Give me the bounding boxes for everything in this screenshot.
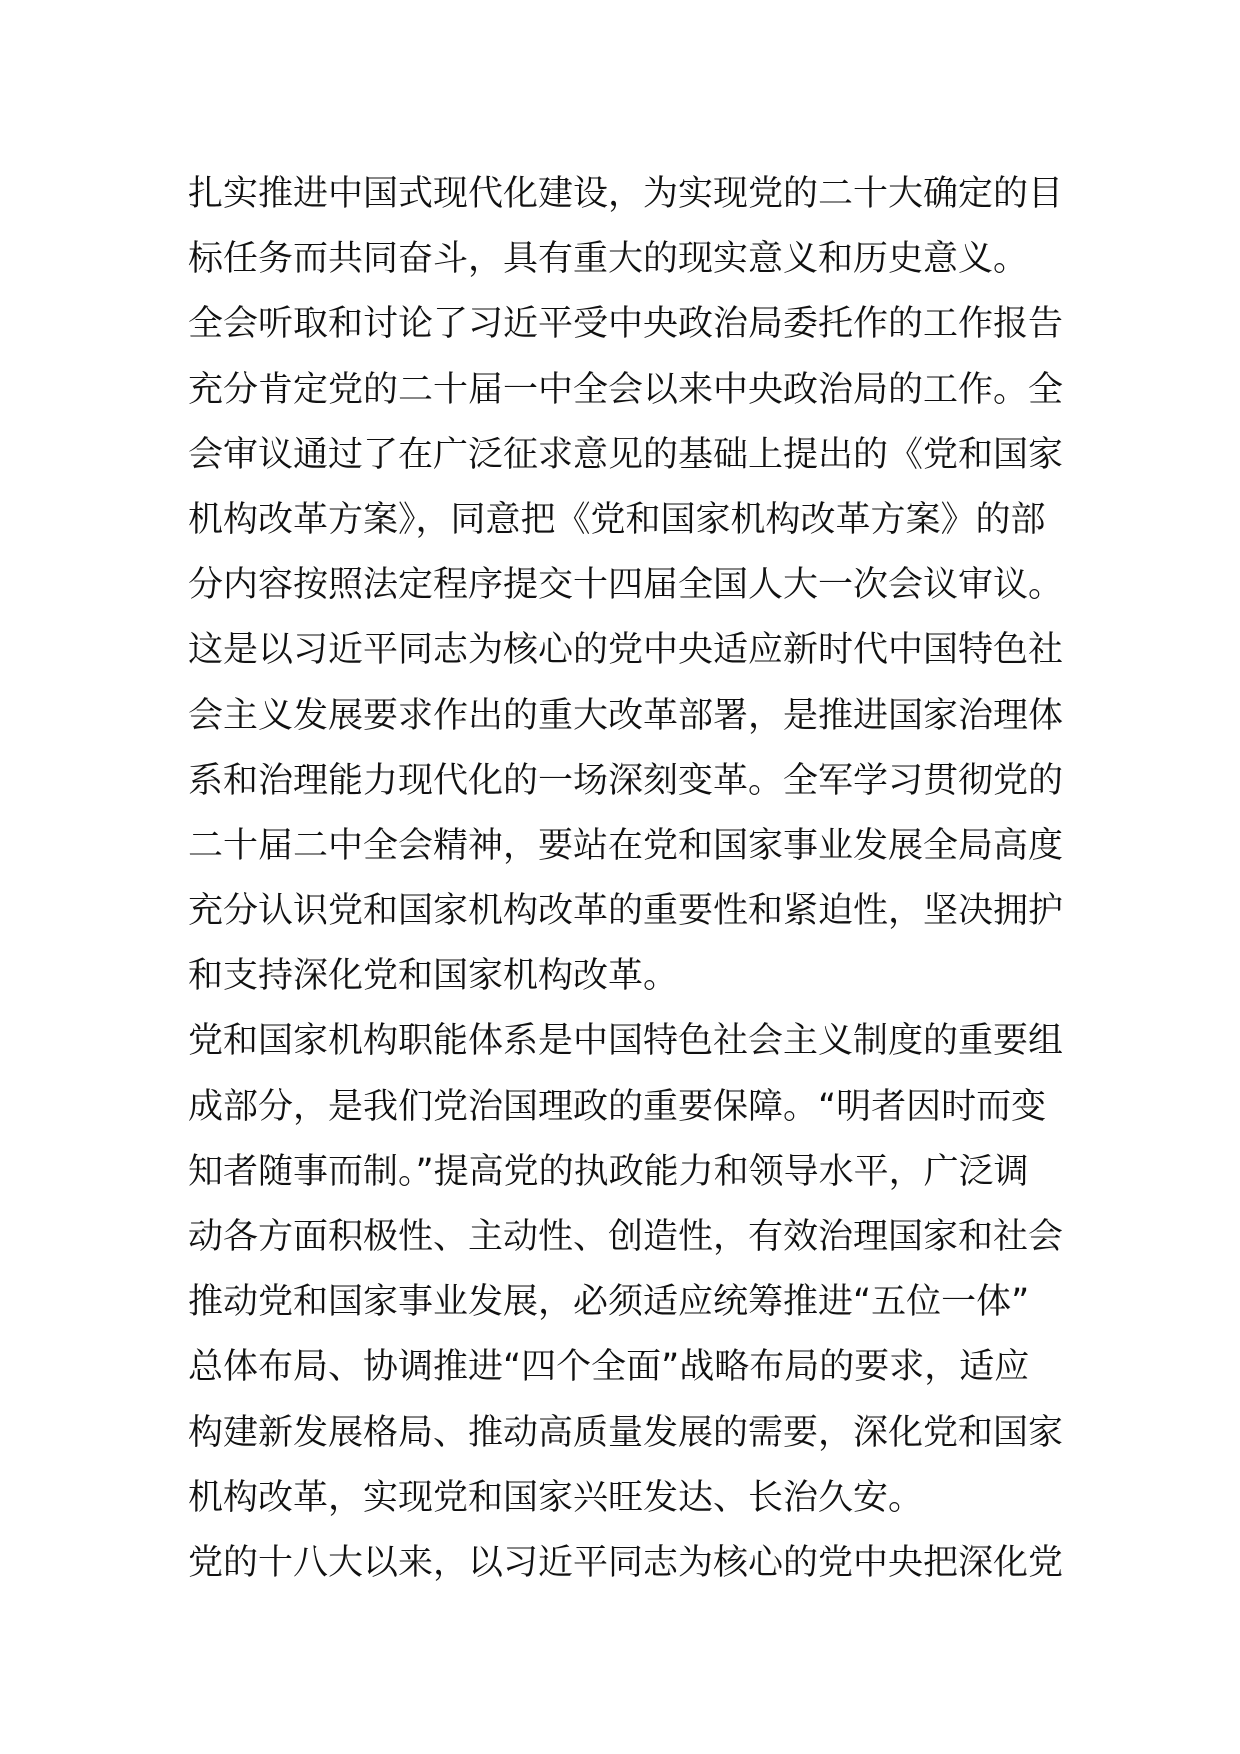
text-line: 充分肯定党的二十届一中全会以来中央政治局的工作。全: [188, 369, 1064, 410]
text-line: 这是以习近平同志为核心的党中央适应新时代中国特色社: [188, 630, 1064, 671]
text-line: 知者随事而制。”提高党的执政能力和领导水平，广泛调: [188, 1151, 1029, 1192]
text-line: 和支持深化党和国家机构改革。: [188, 956, 679, 997]
text-line: 党和国家机构职能体系是中国特色社会主义制度的重要组: [188, 1021, 1064, 1062]
text-line: 动各方面积极性、主动性、创造性，有效治理国家和社会: [188, 1217, 1064, 1257]
text-line: 系和治理能力现代化的一场深刻变革。全军学习贯彻党的: [188, 760, 1064, 801]
text-line: 全会听取和讨论了习近平受中央政治局委托作的工作报告: [188, 304, 1064, 345]
text-line: 构建新发展格局、推动高质量发展的需要，深化党和国家: [188, 1412, 1064, 1453]
text-line: 推动党和国家事业发展，必须适应统筹推进“五位一体”: [188, 1282, 1030, 1323]
text-line: 二十届二中全会精神，要站在党和国家事业发展全局高度: [188, 825, 1064, 866]
body-text: [188, 162, 1064, 1596]
text-line: 总体布局、协调推进“四个全面”战略布局的要求，适应: [188, 1347, 1030, 1388]
text-line: 机构改革，实现党和国家兴旺发达、长治久安。: [188, 1477, 924, 1518]
text-line: 分内容按照法定程序提交十四届全国人大一次会议审议。: [188, 565, 1064, 606]
text-line: 标任务而共同奋斗，具有重大的现实意义和历史意义。: [188, 239, 1029, 280]
text-line: 会主义发展要求作出的重大改革部署，是推进国家治理体: [188, 695, 1064, 736]
text-line: 扎实推进中国式现代化建设，为实现党的二十大确定的目: [188, 174, 1064, 214]
text-line: 会审议通过了在广泛征求意见的基础上提出的《党和国家: [188, 434, 1064, 475]
text-line: 充分认识党和国家机构改革的重要性和紧迫性，坚决拥护: [188, 891, 1064, 932]
text-line: 成部分，是我们党治国理政的重要保障。“明者因时而变: [188, 1086, 1047, 1127]
text-line: 机构改革方案》，同意把《党和国家机构改革方案》的部: [188, 499, 1046, 540]
text-line: 党的十八大以来，以习近平同志为核心的党中央把深化党: [188, 1542, 1064, 1583]
